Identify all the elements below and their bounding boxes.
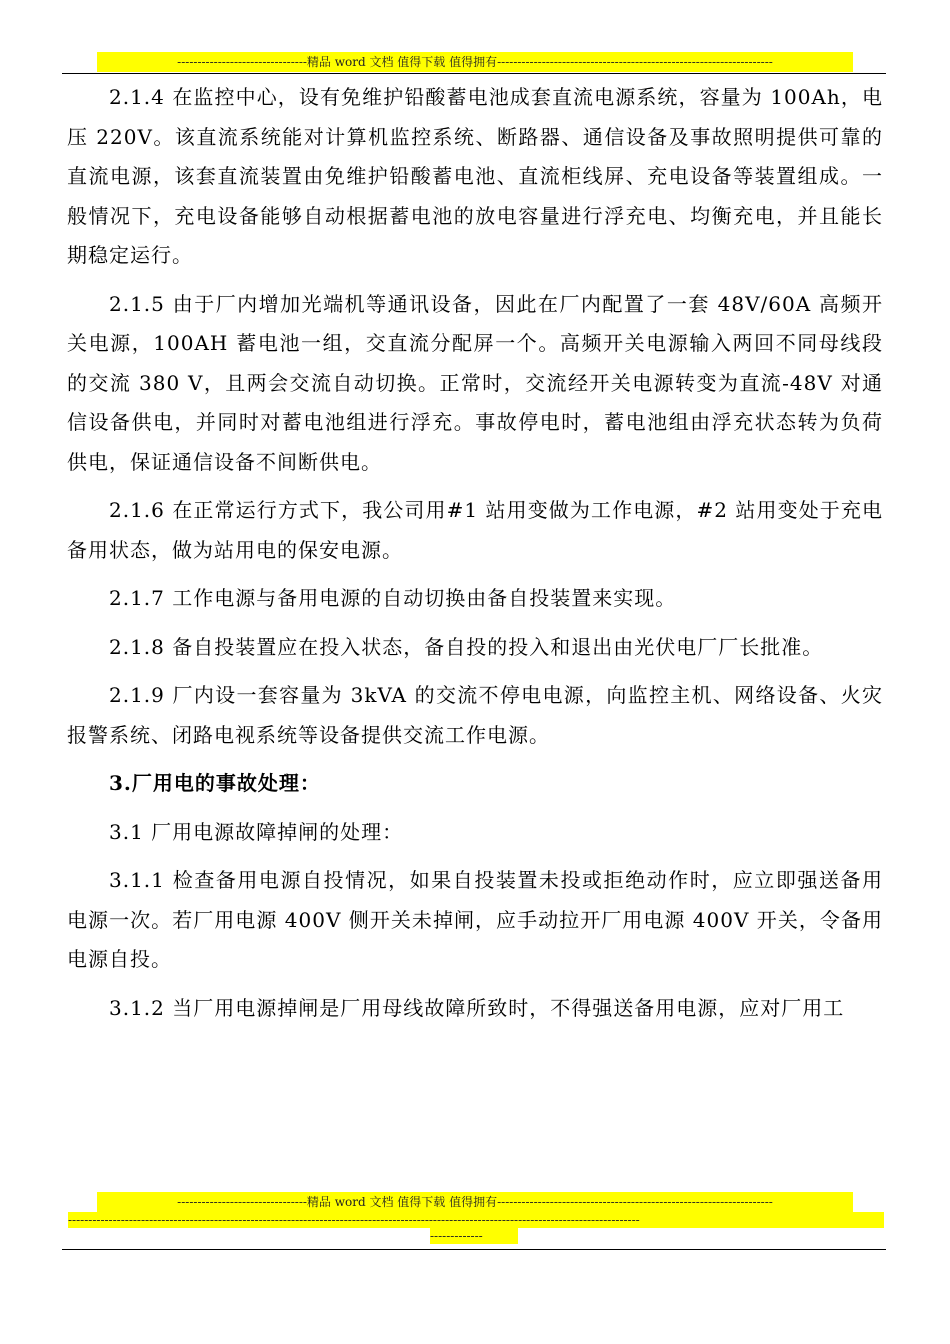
footer-rule — [62, 1249, 886, 1250]
paragraph-2-1-8: 2.1.8 备自投装置应在投入状态，备自投的投入和退出由光伏电厂厂长批准。 — [109, 634, 824, 659]
paragraph-2-1-7: 2.1.7 工作电源与备用电源的自动切换由备自投装置来实现。 — [109, 586, 677, 610]
paragraph-2-1-5: 2.1.5 由于厂内增加光端机等通讯设备，因此在厂内配置了一套 48V/60A 高频开关电源，100AH 蓄电池一组，交直流分配屏一个。高频开关电源输入两回不同母线段的交流 380 V，且两会交流自动切换。正常时，交流经开关电源转变为直流-48V 对通信设备供电，并同时对蓄电池组进行浮充。事故停电时，蓄电池组由浮充状态转为负荷供电，保证通信设备不间断供电。 — [67, 291, 883, 474]
subsection-heading-3-1: 3.1 厂用电源故障掉闸的处理： — [109, 819, 404, 844]
paragraph-2-1-9: 2.1.9 厂内设一套容量为 3kVA 的交流不停电电源，向监控主机、网络设备、火灾报警系统、闭路电视系统等设备提供交流工作电源。 — [67, 683, 883, 747]
document-body — [67, 78, 883, 1037]
header-rule — [62, 73, 886, 74]
footer-dash-line: --------------------------------------------------------------------------------------------------------------------------------------------- — [68, 1212, 884, 1228]
paragraph-3-1-2: 3.1.2 当厂用电源掉闸是厂用母线故障所致时，不得强送备用电源，应对厂用工 — [109, 995, 845, 1020]
paragraph-2-1-4: 2.1.4 在监控中心，设有免维护铅酸蓄电池成套直流电源系统，容量为 100Ah，电压 220V。该直流系统能对计算机监控系统、断路器、通信设备及事故照明提供可靠的直流电源，该套直流装置由免维护铅酸蓄电池、直流柜线屏、充电设备等装置组成。一般情况下，充电设备能够自动根据蓄电池的放电容量进行浮充电、均衡充电，并且能长期稳定运行。 — [67, 85, 883, 267]
footer-watermark-banner: --------------------------------精品 word 文档 值得下载 值得拥有-------------------------------------------------------------------- — [97, 1192, 853, 1212]
paragraph-2-1-6: 2.1.6 在正常运行方式下，我公司用#1 站用变做为工作电源，#2 站用变处于充电备用状态，做为站用电的保安电源。 — [67, 498, 883, 562]
section-heading-3: 3.厂用电的事故处理： — [109, 771, 321, 795]
paragraph-3-1-1: 3.1.1 检查备用电源自投情况，如果自投装置未投或拒绝动作时，应立即强送备用电源一次。若厂用电源 400V 侧开关未掉闸，应手动拉开厂用电源 400V 开关，令备用电源自投。 — [67, 868, 883, 971]
header-watermark-banner: --------------------------------精品 word 文档 值得下载 值得拥有-------------------------------------------------------------------- — [97, 52, 853, 72]
footer-dash-line-end: ------------- — [430, 1228, 518, 1244]
